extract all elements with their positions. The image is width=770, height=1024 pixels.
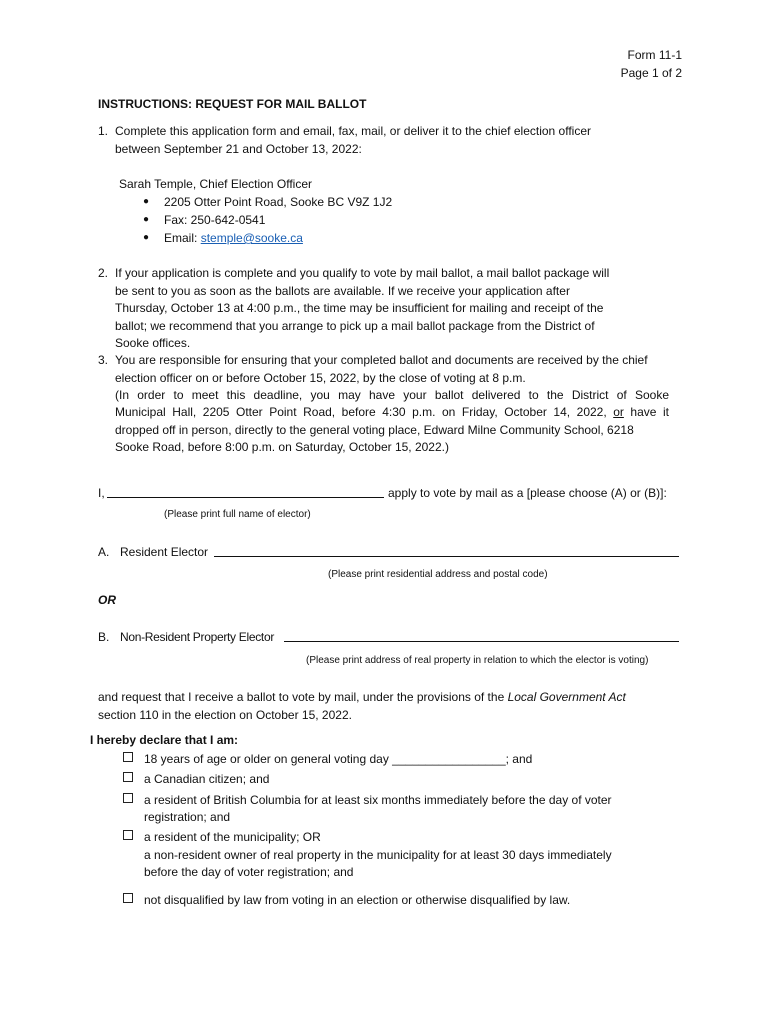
citizen-statement: a Canadian citizen; and xyxy=(144,772,270,786)
item3-line2: election officer on or before October 15, 2022, by the close of voting at 8 p.m. xyxy=(115,371,526,385)
bc-resident-line2: registration; and xyxy=(144,810,231,824)
municipality-line3: before the day of voter registration; and xyxy=(144,865,354,879)
email-link[interactable]: stemple@sooke.ca xyxy=(200,231,303,245)
resident-address-hint: (Please print residential address and postal code) xyxy=(328,569,548,580)
applicant-suffix: apply to vote by mail as a [please choose (A) or (B)]: xyxy=(388,486,667,500)
resident-address-field[interactable] xyxy=(214,541,679,557)
municipality-line2: a non-resident owner of real property in the municipality for at least 30 days immediately xyxy=(144,848,612,862)
item3-line6: Sooke Road, before 8:00 p.m. on Saturday, October 15, 2022.) xyxy=(115,440,449,454)
officer-fax: Fax: 250-642-0541 xyxy=(164,213,266,227)
item2-line4: ballot; we recommend that you arrange to pick up a mail ballot package from the District of xyxy=(115,319,595,333)
item-number-3: 3. xyxy=(98,353,109,367)
declaration-heading: I hereby declare that I am: xyxy=(90,733,239,747)
bullet-icon: ● xyxy=(143,214,150,225)
item2-line5: Sooke offices. xyxy=(115,336,191,350)
elector-name-field[interactable] xyxy=(107,482,384,498)
elector-name-hint: (Please print full name of elector) xyxy=(164,509,311,520)
item3-line1: You are responsible for ensuring that your completed ballot and documents are received by the chief xyxy=(115,353,648,367)
age-statement xyxy=(144,750,532,768)
property-address-hint: (Please print address of real property in relation to which the elector is voting) xyxy=(306,655,649,666)
option-a-label: Resident Elector xyxy=(120,545,209,559)
page-title: INSTRUCTIONS: REQUEST FOR MAIL BALLOT xyxy=(98,97,367,111)
officer-name: Sarah Temple, Chief Election Officer xyxy=(119,177,312,191)
municipality-line1: a resident of the municipality; OR xyxy=(144,830,321,844)
option-b-letter: B. xyxy=(98,630,110,644)
request-line1 xyxy=(98,688,626,706)
bullet-icon: ● xyxy=(143,232,150,243)
not-disqualified-checkbox[interactable] xyxy=(123,893,133,903)
item3-line3: (In order to meet this deadline, you may have your ballot delivered to the District of Sooke xyxy=(115,388,669,402)
property-address-field[interactable] xyxy=(284,626,679,642)
item3-line4 xyxy=(115,403,669,421)
item2-line2: be sent to you as soon as the ballots are available. If we receive your application after xyxy=(115,284,570,298)
item2-line3: Thursday, October 13 at 4:00 p.m., the time may be insufficient for mailing and receipt of the xyxy=(115,301,604,315)
voting-day-blank[interactable]: _________________ xyxy=(392,752,506,766)
applicant-prefix: I, xyxy=(98,486,105,500)
form-number: Form 11-1 xyxy=(627,48,682,62)
item1-line2: between September 21 and October 13, 2022: xyxy=(115,142,362,156)
request-line2: section 110 in the election on October 15, 2022. xyxy=(98,708,352,722)
officer-address: 2205 Otter Point Road, Sooke BC V9Z 1J2 xyxy=(164,195,393,209)
item-number-2: 2. xyxy=(98,266,109,280)
age-text: 18 years of age or older on general voting day xyxy=(144,752,393,766)
age-checkbox[interactable] xyxy=(123,752,133,762)
age-text-end: ; and xyxy=(505,752,533,766)
email-label: Email: xyxy=(164,231,201,245)
citizen-checkbox[interactable] xyxy=(123,772,133,782)
item2-line1: If your application is complete and you qualify to vote by mail ballot, a mail ballot package will xyxy=(115,266,610,280)
item-number-1: 1. xyxy=(98,124,109,138)
not-disqualified-statement: not disqualified by law from voting in an election or otherwise disqualified by law. xyxy=(144,893,571,907)
item3-or-underlined: or xyxy=(613,405,624,419)
option-a-letter: A. xyxy=(98,545,110,559)
request-text: and request that I receive a ballot to vote by mail, under the provisions of the xyxy=(98,690,508,704)
bc-resident-checkbox[interactable] xyxy=(123,793,133,803)
or-separator: OR xyxy=(98,593,116,607)
municipality-checkbox[interactable] xyxy=(123,830,133,840)
item3-line4-end: have it xyxy=(623,405,669,419)
option-b-label: Non-Resident Property Elector xyxy=(120,630,275,644)
item3-line5: dropped off in person, directly to the general voting place, Edward Milne Community School, 6218 xyxy=(115,423,634,437)
officer-email-row xyxy=(164,229,303,247)
bullet-icon: ● xyxy=(143,196,150,207)
item3-line4-text: Municipal Hall, 2205 Otter Point Road, before 4:30 p.m. on Friday, October 14, 2022, xyxy=(115,405,614,419)
act-name: Local Government Act xyxy=(507,690,626,704)
bc-resident-line1: a resident of British Columbia for at least six months immediately before the day of voter xyxy=(144,793,612,807)
item1-line1: Complete this application form and email, fax, mail, or deliver it to the chief election officer xyxy=(115,124,592,138)
page-info: Page 1 of 2 xyxy=(620,66,682,80)
